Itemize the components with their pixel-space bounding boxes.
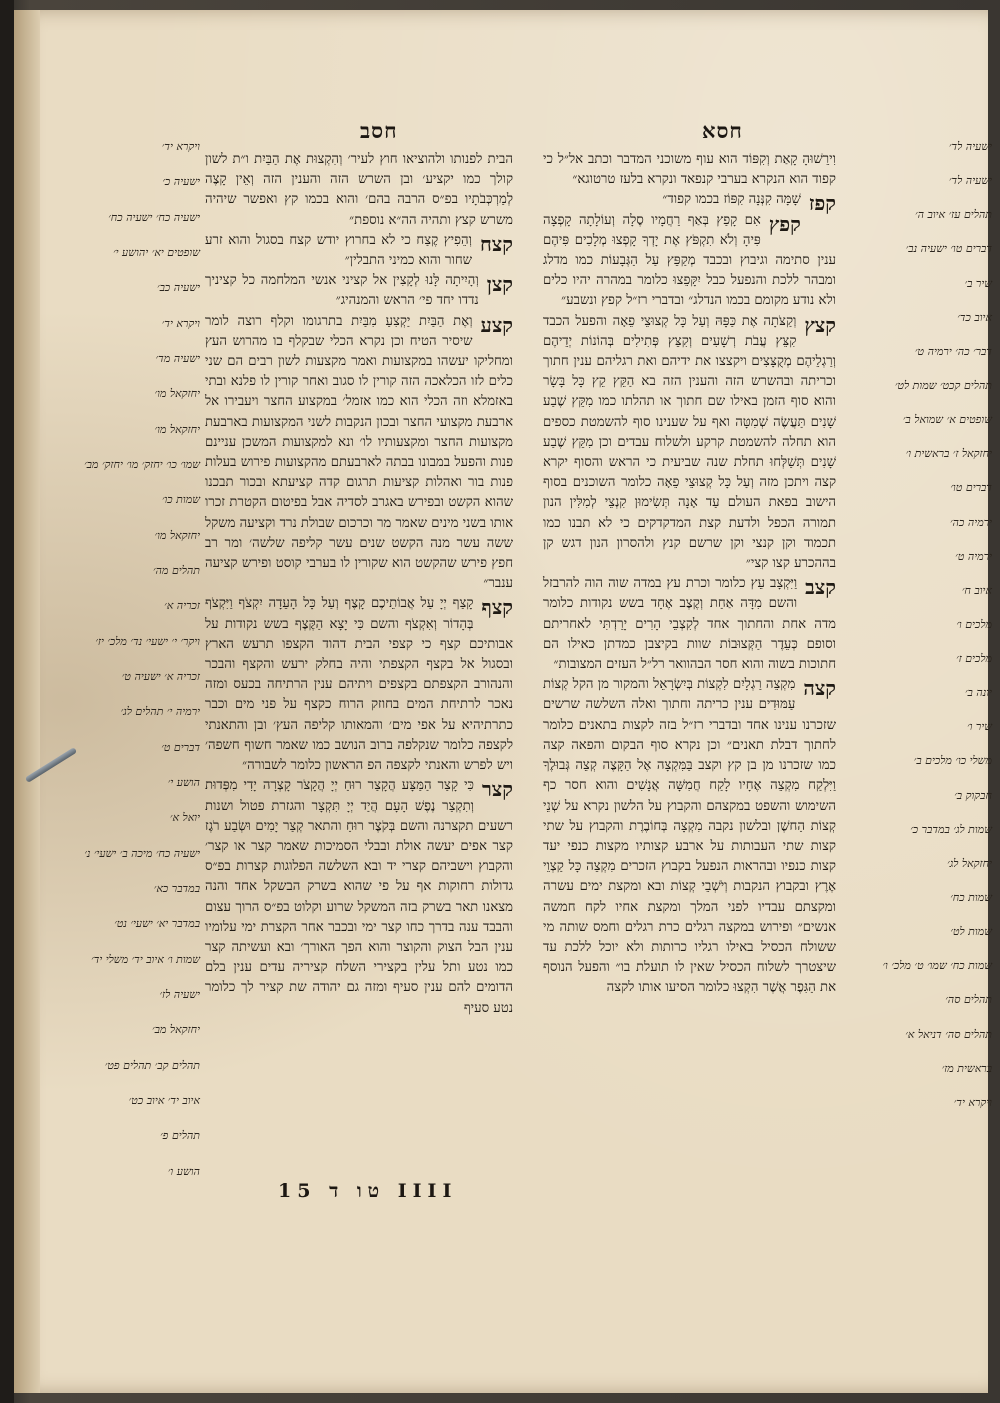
margin-citation: יונה ב׳ — [964, 686, 992, 699]
entry-text: שָׁמָּה קִנְּנָה קִפּוֹז בכמו קפוד״ — [662, 192, 801, 208]
margin-citation: בראשית מז׳ — [941, 1062, 992, 1075]
dictionary-entry — [543, 675, 836, 998]
margin-citation: תהלים קב׳ תהלים פט׳ — [104, 1059, 200, 1072]
dictionary-entry — [543, 211, 836, 312]
left-text-column — [205, 150, 513, 1019]
margin-citation: שופטים יא׳ יהושע י׳ — [113, 246, 200, 259]
right-text-column — [543, 150, 836, 999]
margin-citation: ירמיה ט׳ — [955, 550, 992, 563]
margin-citation: שמות כח׳ — [950, 891, 992, 904]
margin-citation: יחזקאל מב׳ — [152, 1023, 200, 1036]
dictionary-entry — [543, 312, 836, 575]
margin-citation: תהלים מה׳ — [152, 564, 200, 577]
margin-citation: ישעיה מד׳ — [155, 352, 200, 365]
margin-citation: שמות כו׳ — [161, 493, 200, 506]
margin-citation: איוב ח׳ — [961, 584, 992, 597]
margin-citation: ישעיה כח׳ ישעיה כח׳ — [108, 211, 200, 224]
dictionary-entry — [205, 271, 513, 311]
margin-citation: ויקרא יד׳ — [161, 140, 200, 153]
margin-citation: דברים טו׳ ישעיה נב׳ — [905, 242, 992, 255]
entry-headword: קצע — [480, 312, 513, 337]
margin-citation: דברים ט׳ — [161, 741, 200, 754]
dictionary-entry — [205, 150, 513, 231]
margin-citation: שיר ב׳ — [964, 277, 992, 290]
page-number-left: חסב — [360, 118, 398, 143]
entry-text: וְקַצֹּתָה אֶת כַּפָּהּ וְעַל כָּל קְצוּצֵי פֵאָה והפעל הכבד קִצֵּץ עֲבֹת רְשָׁעִים וְקִצֵּץ פְּתִילִים בְּהוֹנוֹת יְדֵיהֶם וְרַגְלֵיהֶם מְקֻצָּצִים ויקצצו את ידיהם ואת רגליהם ענין חתוך וכריתה ובהשרש הזה והענין הזה בא הַקֵּץ קֵץ כָּל בָּשָׂר והוא סוף הזמן באילו שם חתוך או תהלתו כמו מִקֵּץ שֶׁבַע שָׁנִים תַּעֲשֶׂה שְׁמִטָּה ואף על שענינו סוף להשמטת כספים הוא תחלה להשמטת קרקע ולשלוח עבדים וכן מִקֵּץ שֶׁבַע שָׁנִים תְּשַׁלְּחוּ תחלת שנה שביעית כי הראש והסוף יקרא קצה ויתכן מזה וְעַל כָּל קְצוּצֵי פֵאָה כלומר השוכנים בסוף הישוב בפאת העולם עַד אָנָה תְּשִׂימוּן קִנְצֵי לְמִלִּין הנון תמורה הכפל ולדעת קצת המדקדקים כי לא תבנו כמו תכמוד וקן קנצי וקן שרשם קנץ ולהסרון הנון דגש קן בההכרע קצו קצי״ — [543, 313, 836, 572]
margin-citation: מלכים ו׳ — [956, 618, 992, 631]
entry-text: הבית לפנותו ולהוציאו חוץ לעיר׳ וְהִקְצוּת אֶת הַבַּיִת ו״ת לשון קולך כמו יקציע׳ ובן השרש הזה והענין הזה וְאֵין קָצֶה לְמַרְכְּבֹתָיו בפ״ס הרבה בהם׳ והוא בכמו קץ ואפשר שיהיה משרש קצץ ותהיה הה״א נוספת״ — [205, 152, 513, 228]
entry-text: וִירֵשׁוּהָ קָאַת וְקִפּוֹד הוא עוף משוכני המדבר וכתב אל״ל כי קפוד הוא הנקרא בערבי קנפאד ונקרא בלעז טרטוגא״ — [543, 152, 836, 188]
margin-citation: תהלים עז׳ איוב ה׳ — [915, 208, 992, 221]
page-number-right: חסא — [702, 118, 743, 143]
margin-citation: יואל א׳ — [169, 811, 200, 824]
page-gutter — [14, 10, 40, 1393]
right-margin-notes — [842, 140, 992, 1140]
margin-citation: יחזקאל ז׳ בראשית ו׳ — [905, 447, 992, 460]
dictionary-entry — [205, 312, 513, 595]
margin-citation: יחזקאל מו׳ — [154, 529, 200, 542]
entry-headword: קצף — [481, 595, 513, 620]
margin-citation: ישעיה לד׳ — [948, 140, 992, 153]
entry-text: מִקְצֵה רַגְלָיִם לִקְצוֹת בְּיִשְׂרָאֵל והמקור מן הקל קְצוֹת עַמּוּדִים ענין כריתה וחתוך ואלה השלשה שרשים שזכרנו ענינו אחד ובדברי רז״ל בזה לקצות בתאנים כלומר לחתוך דבלת תאנים״ וכן נקרא סוף הבקום והפאה קצה כמו שזכרנו מן בן קץ וקצב בַּמִּקְצָה אֶל הַקָּצֶה קְצֵה גְּבוּלֶךָ וַיִּלְקַח מִקְצֵה אֶחָיו לָקַח חֲמִשָּׁה אֲנָשִׁים והוא חסר כף השימוש והשפט במקצהם והקבוץ על הלשון נקרא על שְׁנֵי קְצוֹת הַחשֶׁן ובלשון נקבה מִקְצָה בְּחוֹבֶרֶת והקבוץ על שתי קצות שתי העבותות על ארבע קצותיו מקצות כנפי יעד קצות כנפיו ובהראות הנפעל בקבוץ הזכרים מִקְצֵה כָּל קַצְוֵי אֶרֶץ ובקבוץ הנקבות וְיֹשְׁבֵי קְצוֹת ובא ומקצת ימים עשרה ומקצתם עבדיו לפני המלך ומקצת אחיו לקח חמשה אנשים״ ופירוש במקצה רגלים כרת רגלים וחמס שותה מי ששולח הכסיל באילו רגליו כרותות ולא יוכל ללכת עד שיצטרך לשלוח הכסיל שאין לו תועלת בו״ והפעל הנוסף את הַגִּפֶר אֲשֶׁר הִקְצוּ כלומר הסיעו אותו לקצה — [543, 677, 836, 996]
margin-citation: יחזקאל מו׳ — [154, 423, 200, 436]
margin-citation: ישעיה כב׳ — [157, 281, 200, 294]
margin-citation: שמות לט׳ — [950, 925, 992, 938]
margin-citation: ויקרא יד׳ — [161, 317, 200, 330]
entry-headword: קצץ — [804, 312, 836, 337]
entry-headword: קפז — [808, 191, 836, 216]
dictionary-entry — [543, 190, 836, 216]
margin-citation: חבקוק ב׳ — [954, 789, 992, 802]
margin-citation: יחזקאל לג׳ — [947, 857, 992, 870]
signature-mark: טו ד 15 IIII — [278, 1180, 458, 1202]
margin-citation: ירמיה כה׳ — [950, 516, 992, 529]
margin-citation: דברים טו׳ — [950, 481, 992, 494]
margin-citation: ישעיה כח׳ מיכה ב׳ ישעי׳ נ׳ — [84, 847, 200, 860]
margin-citation: ישעיה לד׳ — [948, 174, 992, 187]
margin-citation: ירמיה י׳ תהלים לג׳ — [120, 705, 200, 718]
margin-citation: שמות לג׳ במדבר כ׳ — [910, 823, 992, 836]
margin-citation: תהלים פ׳ — [160, 1129, 200, 1142]
entry-text: וַיִּקְצָב עֵץ כלומר וכרת עץ במדה שוה הוה להרבזל והשם מִדָּה אַחַת וְקֶצֶב אֶחָד בשש נקודות כלומר מדה אחת והחתוך אחד לְקִצְבֵי הָרִים יָרַדְתִּי לאחריתם וסופם כְּעֵדֶר הַקְּצוּבוֹת שוות בקיצבן כמדתן כאילו הם חתוכות בשוה והוא חסר הבהוואר רל״ל העזים המצובות״ — [543, 576, 836, 673]
entry-text: וְהֵפִיץ קֶצַח כי לא בחרוץ יודש קצח בסגול והוא זרע שחור והוא כמיני התבלין״ — [205, 232, 472, 269]
entry-headword: קצח — [479, 231, 513, 256]
margin-citation: איוב כד׳ — [957, 311, 992, 324]
margin-citation: ישעיה כ׳ — [162, 175, 200, 188]
margin-citation: שמות ו׳ איוב יד׳ משלי יד׳ — [91, 953, 200, 966]
margin-citation: דבר׳ כה׳ ירמיה ט׳ — [914, 345, 992, 358]
entry-text: וְהָיִיתָה לָּנוּ לְקָצִין אל קציני אנשי המלחמה כל קציניך נדדו יחד פי׳ הראש והמנהיג״ — [205, 273, 479, 309]
entry-headword: קצה — [803, 676, 836, 701]
margin-citation: תהלים סה׳ — [945, 993, 992, 1006]
margin-citation: ויקרא יד׳ — [953, 1096, 992, 1109]
margin-citation: שופטים א׳ שמואל ב׳ — [902, 413, 992, 426]
entry-headword: קצב — [805, 575, 836, 600]
margin-citation: יחזקאל מו׳ — [154, 387, 200, 400]
book-edge — [0, 0, 14, 1403]
entry-headword: קפץ — [768, 211, 801, 236]
left-margin-notes — [84, 140, 200, 1220]
margin-citation: הושע ו׳ — [167, 1165, 200, 1178]
dictionary-entry — [543, 574, 836, 675]
margin-citation: שמו׳ כו׳ יחזק׳ מו׳ יחזק׳ מב׳ — [84, 458, 200, 471]
margin-citation: מלכים ז׳ — [956, 652, 992, 665]
entry-headword: קצר — [481, 777, 513, 802]
dictionary-entry — [543, 150, 836, 190]
margin-citation: איוב יד׳ איוב כט׳ — [128, 1094, 200, 1107]
margin-citation: ויקר׳ י׳ ישעי׳ נד׳ מלכ׳ יז׳ — [95, 635, 200, 648]
margin-citation: במדבר יא׳ ישעי׳ נט׳ — [114, 917, 200, 930]
margin-citation: במדבר כא׳ — [153, 882, 200, 895]
entry-text: אִם קָפַץ בְּאַף רַחֲמָיו סֶלָה וְעוֹלָתָה קָפְצָה פִּיהָ וְלֹא תִקְפֹּץ אֶת יָדְךָ קָפְצוּ מְלָכִים פִּיהֶם ענין סתימה וגיבוץ ובכבד מְקַפֵּץ עַל הַגְּבָעוֹת כמו מדלג ומבהר ללכת והנפעל כבל יִקָּפֵצוּ כלומר במהרה יהיו כלים ולא נודע מקומם בכמו הנדלג״ ובדברי רז״ל קפץ ונשבע״ — [543, 212, 836, 309]
entry-headword: קצן — [486, 272, 513, 297]
entry-text: קָצַף יְיָ עַל אֲבוֹתֵיכֶם קָצֶף וְעַל כָּל הָעֵדָה יִקְצֹף וַיִּקְצֹף בְּהָדוֹר וְאִקְצֹף והשם כִּי יָצָא הַקֶּצֶף בשש נקודות על אבותיכם קצף כי קצפי הבית דהוד הקצפו תרעש הארץ ובסגול אל בקצף הקצפתי והיה בחלק ירעש והקצף והבכר והנהורב הקצפתם בקצפים ויתיהם ענין הרתיחה בכעס ומזה נאכר לרתיחת המים בחוזק הרוח כקצף על פני מים וכבר כתרתיהיא על אפי מים׳ והמאותו קליפה העץ׳ ובן והתאנתי לקצפה כלומר שנקלפה ברוב הנושב כמו שאמר חשוף חשפה׳ ויש לפרש והאנתי לקצפה הפ הראשון כלומר לשבורה״ — [205, 596, 513, 774]
entry-text: כִּי קָצַר הַמַּצָּע הֲקָצַר רוּחַ יְיָ הֲקָצֹר קָצְרָה יָדִי מִפְּדוּת וְתִקְצַר נֶפֶשׁ הָעָם הֲיַד יְיָ תִּקְצָר והגזרת פטול ושנות רשעים תקצרנה והשם בְּקֹצֶר רוּחַ והתאר קְצַר יָמִים וּשְׂבַע רֹגֶז קצר אפים יעשה אולת ובבלי הסמיכות שאמר קצר או קצר׳ והקבוץ וישביהם קצרי יד ובא השלשה הפלוגות קצרות בפ״ס גדולות רחוקות אף על פי שהוא בשרק הבשקל אחד והנה מצאנו תאר בשרק בזה המשקל שרוע וקלוט בפ״ס הרוך עצום והבבד ענה בדרך כחו קצר ימי ובכבר אחר הקצרת ימי עלומיו ענין הבל הצוק והקוצר והוא הפך האורך׳ ובא ועשיתה קצר כמו נטע ותל עלין בקצירי השלח קציריה עדים ענין בלם הדומים להם ענין סעיף ומזה גם יהודה שת קציר לך כלומר נטע סעיף — [205, 778, 513, 1016]
margin-citation: שמות כח׳ שמו׳ ט׳ מלכ׳ ו׳ — [882, 959, 992, 972]
margin-citation: שיר ו׳ — [967, 720, 992, 733]
dictionary-entry — [205, 594, 513, 776]
margin-citation: הושע י׳ — [167, 776, 200, 789]
dictionary-entry — [205, 231, 513, 271]
dictionary-entry — [205, 776, 513, 1018]
margin-citation: תהלים סה׳ דניאל א׳ — [905, 1028, 992, 1041]
entry-text: וְאֶת הַבַּיִת יַקְצִעַ מִבַּיִת בתרגומו וקלף רוצה לומר שיסיר הטיח וכן נקרא הכלי שבקלף בו מהרוש העץ ומחליקו יעשהו במקצועות ואמר מקצעות לשון רבים הם שני כלים לזו הכלאכה הזה קורין לו סגוב ואחר קורין לו פלנא ובתי באזמלא וזה הכלי הוא כמו אזמל׳ במקצוע החצר ויעבירו אל ארבעת מקצועי החצר ובכון הנקבות לשני המקצועות בארבעת מקצועות החצר ומקצעותיו לו׳ ונא למקצועות המשכן עניינם פנות והפעל במבונו בבתה לארבעתם מהקצועות פירוש בעלות פנות בור ואהלות קציעות תרגום קדה קציעתא ובכור תבכנו שהוא הקשט ובפירש באגרב לסדיה אבל בפיטום הקטרת זכרו אותו בשני מינים שאמר מר וכרכום שבולת נרד וקציעה משקל ששה עשר מנה הקשט שנים עשר קליפה שלשה׳ ומר רב חפץ פירש שהקשט הוא שקורין לו בערבי קוסט ופירש קציעה ענבר״ — [205, 313, 513, 592]
margin-citation: ישעיה לז׳ — [159, 988, 200, 1001]
margin-citation: תהלים קכט׳ שמות לט׳ — [894, 379, 992, 392]
margin-citation: זכריה א׳ ישעיה ט׳ — [121, 670, 200, 683]
margin-citation: זכריה א׳ — [164, 599, 200, 612]
margin-citation: משלי כו׳ מלכים ב׳ — [913, 754, 992, 767]
